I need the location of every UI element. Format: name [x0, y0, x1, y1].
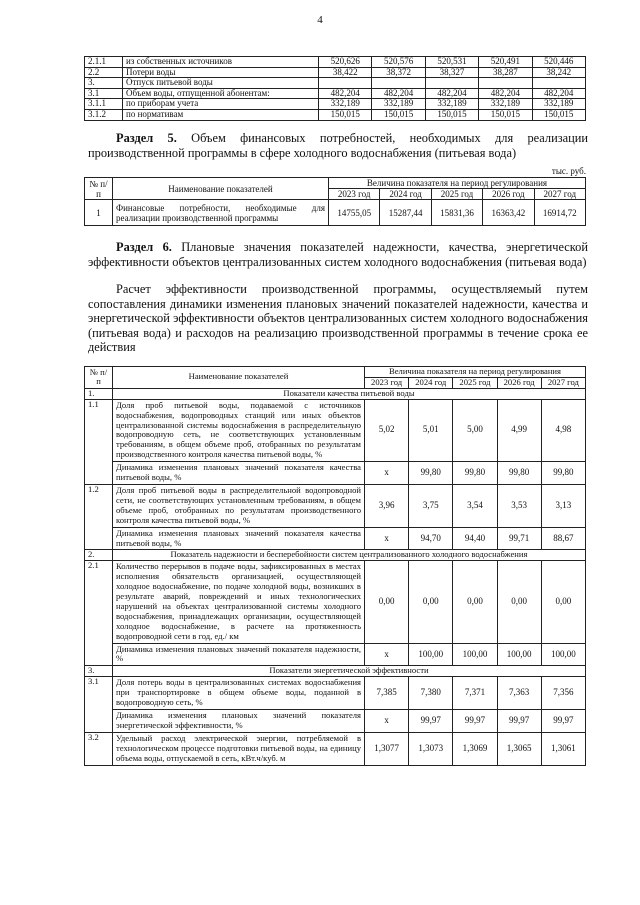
- row-value: 482,204: [372, 88, 425, 99]
- row-value: 38,327: [425, 67, 478, 78]
- row-name: из собственных источников: [123, 57, 319, 68]
- row-number: 1.1: [85, 399, 113, 484]
- row-value: 15831,36: [431, 200, 482, 226]
- row-value: 1,3077: [365, 732, 409, 765]
- row-value: [425, 78, 478, 89]
- table-row: [85, 677, 586, 710]
- row-number: 3.1.1: [85, 99, 123, 110]
- table-row: [85, 710, 586, 733]
- page-number: 4: [317, 14, 323, 26]
- table-row: [85, 484, 586, 527]
- section-row: [85, 388, 586, 399]
- row-name: Потери воды: [123, 67, 319, 78]
- section-title: Показатели энергетической эффективности: [113, 666, 586, 677]
- row-value: 482,204: [532, 88, 585, 99]
- row-value: 38,422: [319, 67, 372, 78]
- row-value: 150,015: [532, 109, 585, 120]
- row-value: 482,204: [479, 88, 532, 99]
- section-title: Показатель надежности и бесперебойности систем централизованного холодного водоснабжения: [113, 550, 586, 561]
- row-name: Динамика изменения плановых значений показателя качества питьевой воды, %: [113, 527, 365, 550]
- section-number: 3.: [85, 666, 113, 677]
- row-value: 99,80: [453, 462, 497, 485]
- row-value: 16914,72: [534, 200, 585, 226]
- row-value: 88,67: [541, 527, 585, 550]
- row-value: 99,97: [541, 710, 585, 733]
- row-value: 100,00: [409, 643, 453, 666]
- row-name: Динамика изменения плановых значений показателя качества питьевой воды, %: [113, 462, 365, 485]
- table-row: [85, 462, 586, 485]
- table-row: [85, 527, 586, 550]
- row-value: 7,380: [409, 677, 453, 710]
- row-value: 38,242: [532, 67, 585, 78]
- row-value: 94,70: [409, 527, 453, 550]
- row-value: 0,00: [409, 561, 453, 643]
- water-balance-table: [84, 56, 586, 121]
- section6-title: Плановые значения показателей надежности, качества, энергетической эффективности объектов централизованных систем холодного водоснабжения (питьевая вода): [88, 240, 588, 269]
- row-value: 99,97: [453, 710, 497, 733]
- header-period: Величина показателя на период регулирования: [329, 178, 586, 189]
- section5-number: Раздел 5.: [116, 131, 177, 145]
- row-value: 520,491: [479, 57, 532, 68]
- section5-title: Объем финансовых потребностей, необходимых для реализации производственной программы в сфере холодного водоснабжения (питьевая вода): [88, 131, 588, 160]
- year-header: 2025 год: [431, 189, 482, 200]
- row-number: 3.2: [85, 732, 113, 765]
- section-row: [85, 550, 586, 561]
- year-header: 2024 год: [380, 189, 431, 200]
- financial-needs-table: [84, 177, 586, 226]
- row-value: x: [365, 710, 409, 733]
- row-number: 2.2: [85, 67, 123, 78]
- table-row: [85, 67, 586, 78]
- row-value: 332,189: [425, 99, 478, 110]
- row-value: 332,189: [479, 99, 532, 110]
- row-value: 150,015: [372, 109, 425, 120]
- row-value: 100,00: [497, 643, 541, 666]
- row-value: 3,13: [541, 484, 585, 527]
- row-value: 7,356: [541, 677, 585, 710]
- row-value: 482,204: [319, 88, 372, 99]
- row-value: 1,3073: [409, 732, 453, 765]
- row-value: 0,00: [497, 561, 541, 643]
- row-value: x: [365, 527, 409, 550]
- table-row: [85, 99, 586, 110]
- year-header: 2024 год: [409, 377, 453, 388]
- table-row: [85, 57, 586, 68]
- row-value: 0,00: [365, 561, 409, 643]
- row-name: Удельный расход электрической энергии, потребляемой в технологическом процессе подготовки питьевой воды, на единицу объема воды, отпускаемой в сеть, кВт.ч/куб. м: [113, 732, 365, 765]
- row-value: 332,189: [372, 99, 425, 110]
- row-value: 16363,42: [483, 200, 534, 226]
- row-value: 99,97: [409, 710, 453, 733]
- section-number: 1.: [85, 388, 113, 399]
- row-value: 3,54: [453, 484, 497, 527]
- row-value: 99,71: [497, 527, 541, 550]
- row-value: 3,53: [497, 484, 541, 527]
- row-value: 0,00: [541, 561, 585, 643]
- row-name: Отпуск питьевой воды: [123, 78, 319, 89]
- row-name: Объем воды, отпущенной абонентам:: [123, 88, 319, 99]
- section6-number: Раздел 6.: [116, 240, 172, 254]
- row-value: 0,00: [453, 561, 497, 643]
- table-row: [85, 643, 586, 666]
- row-value: 520,531: [425, 57, 478, 68]
- row-name: по нормативам: [123, 109, 319, 120]
- row-name: Доля проб питьевой воды в распределительной водопроводной сети, не соответствующих установленным требованиям, в общем объеме проб, отобранных по результатам производственного контроля качества питьевой воды, %: [113, 484, 365, 527]
- table-row: [85, 109, 586, 120]
- row-number: 3.1.2: [85, 109, 123, 120]
- row-value: 38,287: [479, 67, 532, 78]
- row-value: 4,98: [541, 399, 585, 461]
- row-value: 332,189: [319, 99, 372, 110]
- row-number: 1.2: [85, 484, 113, 549]
- row-value: 5,02: [365, 399, 409, 461]
- row-value: 150,015: [479, 109, 532, 120]
- currency-unit: тыс. руб.: [551, 166, 586, 176]
- year-header: 2027 год: [534, 189, 585, 200]
- table-row: [85, 88, 586, 99]
- table-row: [85, 561, 586, 643]
- row-name: по приборам учета: [123, 99, 319, 110]
- row-number: 3.1: [85, 677, 113, 733]
- row-value: x: [365, 462, 409, 485]
- row-name: Динамика изменения плановых значений показателя энергетической эффективности, %: [113, 710, 365, 733]
- row-value: 5,00: [453, 399, 497, 461]
- year-header: 2023 год: [329, 189, 380, 200]
- row-value: 38,372: [372, 67, 425, 78]
- row-value: [479, 78, 532, 89]
- row-value: 1,3061: [541, 732, 585, 765]
- table-row: [85, 200, 586, 226]
- table-row: [85, 399, 586, 461]
- row-value: 150,015: [319, 109, 372, 120]
- row-name: Доля потерь воды в централизованных системах водоснабжения при транспортировке в общем объеме воды, поданной в водопроводную сеть, %: [113, 677, 365, 710]
- table-row: [85, 732, 586, 765]
- section6-heading: [88, 240, 588, 269]
- row-value: 3,96: [365, 484, 409, 527]
- year-header: 2023 год: [365, 377, 409, 388]
- year-header: 2025 год: [453, 377, 497, 388]
- section-number: 2.: [85, 550, 113, 561]
- row-value: 332,189: [532, 99, 585, 110]
- row-value: x: [365, 643, 409, 666]
- header-no: № п/п: [85, 367, 113, 389]
- row-value: [372, 78, 425, 89]
- header-row: [85, 367, 586, 378]
- header-name: Наименование показателей: [113, 178, 329, 200]
- table-row: [85, 78, 586, 89]
- row-value: 1,3069: [453, 732, 497, 765]
- row-number: 1: [85, 200, 113, 226]
- header-no: № п/п: [85, 178, 113, 200]
- row-value: 7,363: [497, 677, 541, 710]
- row-value: 7,371: [453, 677, 497, 710]
- header-period: Величина показателя на период регулирования: [365, 367, 586, 378]
- row-value: 100,00: [453, 643, 497, 666]
- row-number: 3.1: [85, 88, 123, 99]
- header-name: Наименование показателей: [113, 367, 365, 389]
- row-value: 1,3065: [497, 732, 541, 765]
- row-value: [319, 78, 372, 89]
- year-header: 2026 год: [497, 377, 541, 388]
- row-value: 520,626: [319, 57, 372, 68]
- year-header: 2026 год: [483, 189, 534, 200]
- section-title: Показатели качества питьевой воды: [113, 388, 586, 399]
- row-number: 2.1: [85, 561, 113, 666]
- indicators-table: [84, 366, 586, 766]
- row-value: 99,97: [497, 710, 541, 733]
- row-value: 3,75: [409, 484, 453, 527]
- row-value: 4,99: [497, 399, 541, 461]
- row-value: [532, 78, 585, 89]
- section-row: [85, 666, 586, 677]
- row-value: 94,40: [453, 527, 497, 550]
- row-name: Доля проб питьевой воды, подаваемой с источников водоснабжения, водопроводных станций или иных объектов централизованной системы водоснабжения в распределительную водопроводную сеть, не соответствующих установленным требованиям, в общем объеме проб, отобранных по результатам производственного контроля качества питьевой воды, %: [113, 399, 365, 461]
- row-name: Количество перерывов в подаче воды, зафиксированных в местах исполнения обязательств организацией, осуществляющей холодное водоснабжение, по подаче холодной воды, возникших в результате аварий, повреждений и иных технологических нарушений на объектах централизованной системы холодного водоснабжения, принадлежащих организации, осуществляющей холодное водоснабжение, в расчете на протяженность водопроводной сети в год, ед./ км: [113, 561, 365, 643]
- row-value: 15287,44: [380, 200, 431, 226]
- row-value: 482,204: [425, 88, 478, 99]
- row-value: 150,015: [425, 109, 478, 120]
- section6-paragraph: Расчет эффективности производственной программы, осуществляемый путем сопоставления динамики изменения плановых значений показателей надежности, качества и энергетической эффективности объектов централизованных систем холодного водоснабжения (питьевая вода) и расходов на реализацию производственной программы в течение срока ее действия: [88, 282, 588, 354]
- row-number: 3.: [85, 78, 123, 89]
- row-value: 100,00: [541, 643, 585, 666]
- year-header: 2027 год: [541, 377, 585, 388]
- row-name: Динамика изменения плановых значений показателя надежности, %: [113, 643, 365, 666]
- section5-heading: [88, 131, 588, 160]
- row-value: 99,80: [409, 462, 453, 485]
- row-value: 520,576: [372, 57, 425, 68]
- row-value: 7,385: [365, 677, 409, 710]
- row-value: 5,01: [409, 399, 453, 461]
- row-value: 99,80: [497, 462, 541, 485]
- row-value: 14755,05: [329, 200, 380, 226]
- row-value: 520,446: [532, 57, 585, 68]
- row-name: Финансовые потребности, необходимые для реализации производственной программы: [113, 200, 329, 226]
- row-value: 99,80: [541, 462, 585, 485]
- row-number: 2.1.1: [85, 57, 123, 68]
